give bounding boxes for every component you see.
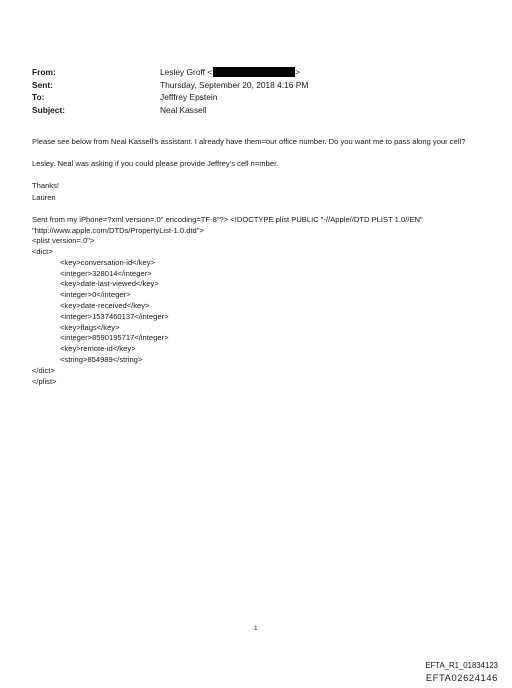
redaction-box — [213, 67, 295, 77]
plist-line: <key>conversation-id</key> — [60, 257, 155, 267]
sent-row — [32, 79, 472, 92]
plist-block — [32, 236, 482, 387]
plist-line: <string>854989</string> — [60, 354, 143, 364]
plist-close-line: </plist> — [32, 376, 57, 386]
subject-value: Neal Kassell — [160, 104, 207, 115]
plist-line: <integer>328014</integer> — [60, 268, 152, 278]
bates-number-primary: EFTA_R1_01834123 — [425, 661, 498, 670]
sent-from-line: Sent from my iPhone=?xml version=.0" encoding=TF-8"?> <!DOCTYPE plist PUBLIC "-//Apple//DTD PLIST 1.0//EN" "http://www.apple.com/DTDs/PropertyList-1.0.dtd"> — [32, 214, 423, 236]
dict-close-line: </dict> — [32, 365, 55, 375]
from-name: Lesley Groff < — [160, 67, 213, 77]
body-paragraph-1: Please see below from Neal Kassell’s assistant. I already have them=our office number. Do you want me to pass along your cell? — [32, 137, 466, 146]
to-row — [32, 91, 472, 104]
body-paragraph-2: Lesley. Neal was asking if you could please provide Jeffrey’s cell n=mber. — [32, 159, 279, 169]
from-suffix: > — [295, 67, 301, 77]
plist-line: <integer>1537460137</integer> — [60, 311, 169, 321]
to-label: To: — [32, 92, 45, 102]
thanks-line: Thanks! — [32, 181, 60, 191]
plist-line: <key>date-last-viewed</key> — [60, 279, 159, 289]
plist-line: <key>remote-id</key> — [60, 344, 136, 354]
dict-open-line: <dict> — [32, 247, 53, 257]
sent-label: Sent: — [32, 79, 53, 90]
plist-line: <integer>0</integer> — [60, 290, 131, 300]
signature-line: Lauren — [32, 192, 56, 202]
subject-row — [32, 104, 472, 117]
sent-value: Thursday, September 20, 2018 4:16 PM — [160, 79, 309, 90]
email-body — [32, 136, 482, 387]
email-header — [32, 66, 472, 116]
from-row — [32, 66, 472, 79]
from-value — [160, 66, 472, 79]
plist-open-line: <plist version=.0"> — [32, 236, 95, 246]
subject-label: Subject: — [32, 104, 66, 115]
to-value: Jefffrey Epstein — [160, 92, 218, 102]
plist-line: <key>flags</key> — [60, 322, 120, 332]
page-number: 1 — [254, 625, 258, 632]
bates-number-secondary: EFTA02624146 — [425, 672, 498, 683]
plist-line: <integer>8590195717</integer> — [60, 333, 169, 343]
plist-line: <key>date-received</key> — [60, 301, 150, 310]
from-label: From: — [32, 67, 56, 77]
